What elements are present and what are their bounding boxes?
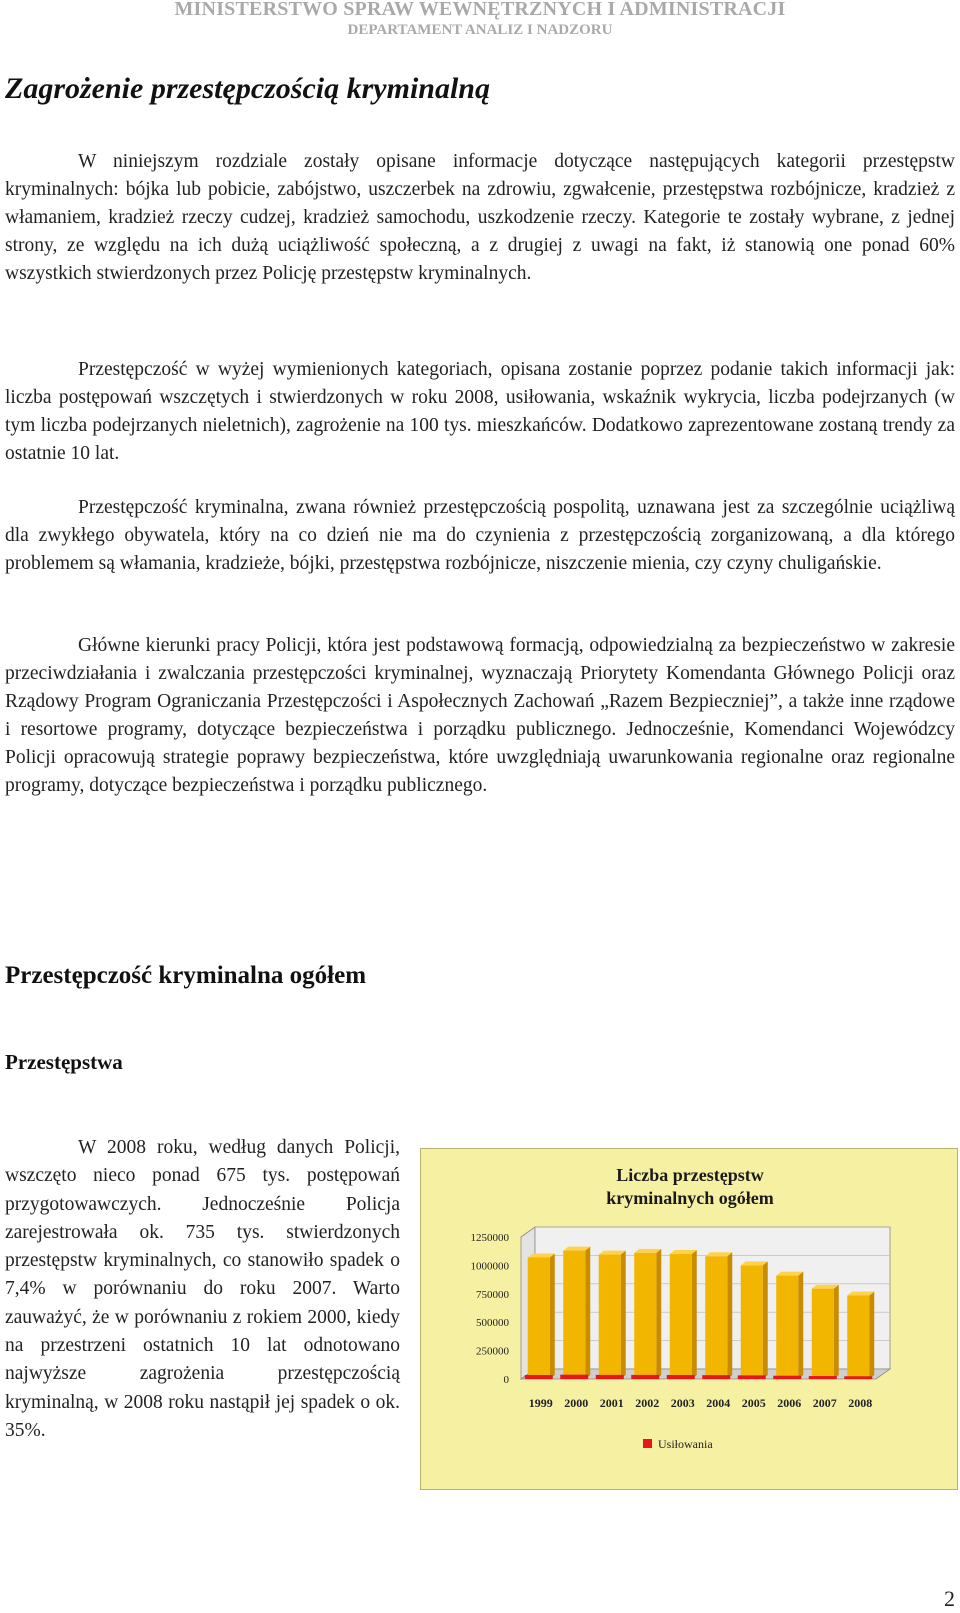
chart-xtick-label: 2003 — [670, 1396, 695, 1410]
ministry-header: MINISTERSTWO SPRAW WEWNĘTRZNYCH I ADMINISTRACJI — [174, 0, 786, 20]
chart-bar-2001 — [599, 1255, 621, 1379]
chart-bar-2003 — [670, 1254, 692, 1379]
chart-bar-side — [798, 1272, 803, 1379]
subsection-title: Przestępstwa — [5, 1050, 123, 1074]
paragraph-1: W niniejszym rozdziale zostały opisane informacje dotyczące następujących kategorii przestępstw kryminalnych: bójka lub pobicie, zabójstwo, uszczerbek na zdrowiu, zgwałcenie, przestępstwa rozbójnicze, kradzież z włamaniem, kradzież rzeczy cudzej, kradzież samochodu, uszkodzenie rzeczy. Kategorie te zostały wybrane, z jednej strony, ze względu na ich dużą uciążliwość społeczną, a z drugiej z uwagi na fakt, iż stanowią one ponad 60% wszystkich stwierdzonych przez Policję przestępstw kryminalnych. — [5, 151, 955, 284]
chart-bar-side — [656, 1249, 661, 1379]
chart-bar-usilowania-1999 — [525, 1375, 553, 1379]
page-number: 2 — [944, 1586, 955, 1611]
chart-bar-side — [585, 1247, 590, 1379]
chart-xtick-label: 2000 — [564, 1396, 589, 1410]
chart-bar-2002 — [634, 1253, 656, 1379]
chart-legend-label: Usiłowania — [658, 1437, 713, 1451]
chart-bar-1999 — [528, 1257, 550, 1379]
crime-chart-svg — [421, 1149, 959, 1491]
chart-bar-side — [692, 1250, 697, 1379]
chart-bar-side — [869, 1292, 874, 1379]
chart-bar-usilowania-2006 — [773, 1376, 801, 1379]
paragraph-4: Główne kierunki pracy Policji, która jest podstawową formacją, odpowiedzialną za bezpieczeństwo w zakresie przeciwdziałania i zwalczania przestępczości kryminalnej, wyznaczają Priorytety Komendanta Głównego Policji oraz Rządowy Program Ograniczania Przestępczości i Aspołecznych Zachowań „Razem Bezpieczniej”, a także inne rządowe i resortowe programy, dotyczące bezpieczeństwa i porządku publicznego. Jednocześnie, Komendanci Wojewódzcy Policji opracowują strategie poprawy bezpieczeństwa, które uwzględniają uwarunkowania regionalne oraz regionalne programy, dotyczące bezpieczeństwa i porządku publicznego. — [5, 635, 955, 796]
side-paragraph: W 2008 roku, według danych Policji, wszczęto nieco ponad 675 tys. postępowań przygotowawczych. Jednocześnie Policja zarejestrowała ok. 735 tys. stwierdzonych przestępstw kryminalnych, co stanowiło spadek o 7,4% w porównaniu do roku 2007. Warto zauważyć, że w porównaniu z rokiem 2000, kiedy na przestrzeni ostatnich 10 lat odnotowano najwyższe zagrożenia przestępczością kryminalną, w 2008 roku nastąpił jej spadek o ok. 35%. — [5, 1137, 400, 1441]
chart-bar-usilowania-2004 — [702, 1375, 730, 1379]
chart-bar-2006 — [776, 1276, 798, 1379]
chart-ytick-label: 750000 — [476, 1288, 509, 1301]
chart-title-line-1: Liczba przestępstw — [616, 1165, 764, 1185]
chart-ytick-label: 250000 — [476, 1345, 509, 1358]
chart-bar-side — [834, 1285, 839, 1379]
chart-xtick-label: 2007 — [812, 1396, 837, 1410]
chart-bar-side — [763, 1261, 768, 1379]
chart-bar-usilowania-2002 — [631, 1375, 659, 1379]
chart-legend-swatch — [643, 1439, 652, 1448]
chart-bar-usilowania-2007 — [809, 1376, 837, 1379]
chart-bar-2005 — [741, 1265, 763, 1379]
chart-bar-usilowania-2001 — [596, 1375, 624, 1379]
chart-bar-side — [621, 1251, 626, 1379]
chart-bar-2004 — [705, 1256, 727, 1379]
chart-xtick-label: 2008 — [848, 1396, 873, 1410]
chart-xtick-label: 2001 — [599, 1396, 624, 1410]
chart-bar-side — [550, 1253, 555, 1379]
department-header: DEPARTAMENT ANALIZ I NADZORU — [347, 22, 613, 38]
chart-ytick-label: 0 — [503, 1374, 509, 1386]
chart-xtick-label: 2004 — [706, 1396, 731, 1410]
chart-xtick-label: 2002 — [635, 1396, 660, 1410]
page-title: Zagrożenie przestępczością kryminalną — [5, 72, 490, 105]
paragraph-2: Przestępczość w wyżej wymienionych kategoriach, opisana zostanie poprzez podanie takich informacji jak: liczba postępowań wszczętych i stwierdzonych w roku 2008, usiłowania, wskaźnik wykrycia, liczba podejrzanych (w tym liczba podejrzanych nieletnich), zagrożenie na 100 tys. mieszkańców. Dodatkowo zaprezentowane zostaną trendy za ostatnie 10 lat. — [5, 359, 955, 464]
section-title: Przestępczość kryminalna ogółem — [5, 962, 367, 989]
chart-xtick-label: 1999 — [528, 1396, 553, 1410]
chart-bar-2008 — [847, 1296, 869, 1379]
chart-xtick-label: 2006 — [777, 1396, 802, 1410]
chart-bar-2007 — [812, 1289, 834, 1379]
chart-title-line-2: kryminalnych ogółem — [606, 1188, 774, 1208]
crime-chart — [420, 1148, 958, 1490]
chart-ytick-label: 500000 — [476, 1317, 509, 1330]
paragraph-3: Przestępczość kryminalna, zwana również przestępczością pospolitą, uznawana jest za szczególnie uciążliwą dla zwykłego obywatela, który na co dzień nie ma do czynienia z przestępczością zorganizowaną, a dla którego problemem są włamania, kradzieże, bójki, przestępstwa rozbójnicze, niszczenie mienia, czy czyny chuligańskie. — [5, 497, 955, 574]
chart-bar-usilowania-2005 — [738, 1375, 766, 1379]
chart-bar-usilowania-2000 — [560, 1375, 588, 1379]
chart-ytick-label: 1000000 — [470, 1260, 509, 1273]
chart-xtick-label: 2005 — [741, 1396, 766, 1410]
chart-bar-usilowania-2008 — [844, 1376, 872, 1379]
chart-bar-usilowania-2003 — [667, 1375, 695, 1379]
chart-bar-2000 — [563, 1251, 585, 1379]
chart-ytick-label: 1250000 — [470, 1232, 509, 1244]
chart-bar-side — [727, 1252, 732, 1379]
